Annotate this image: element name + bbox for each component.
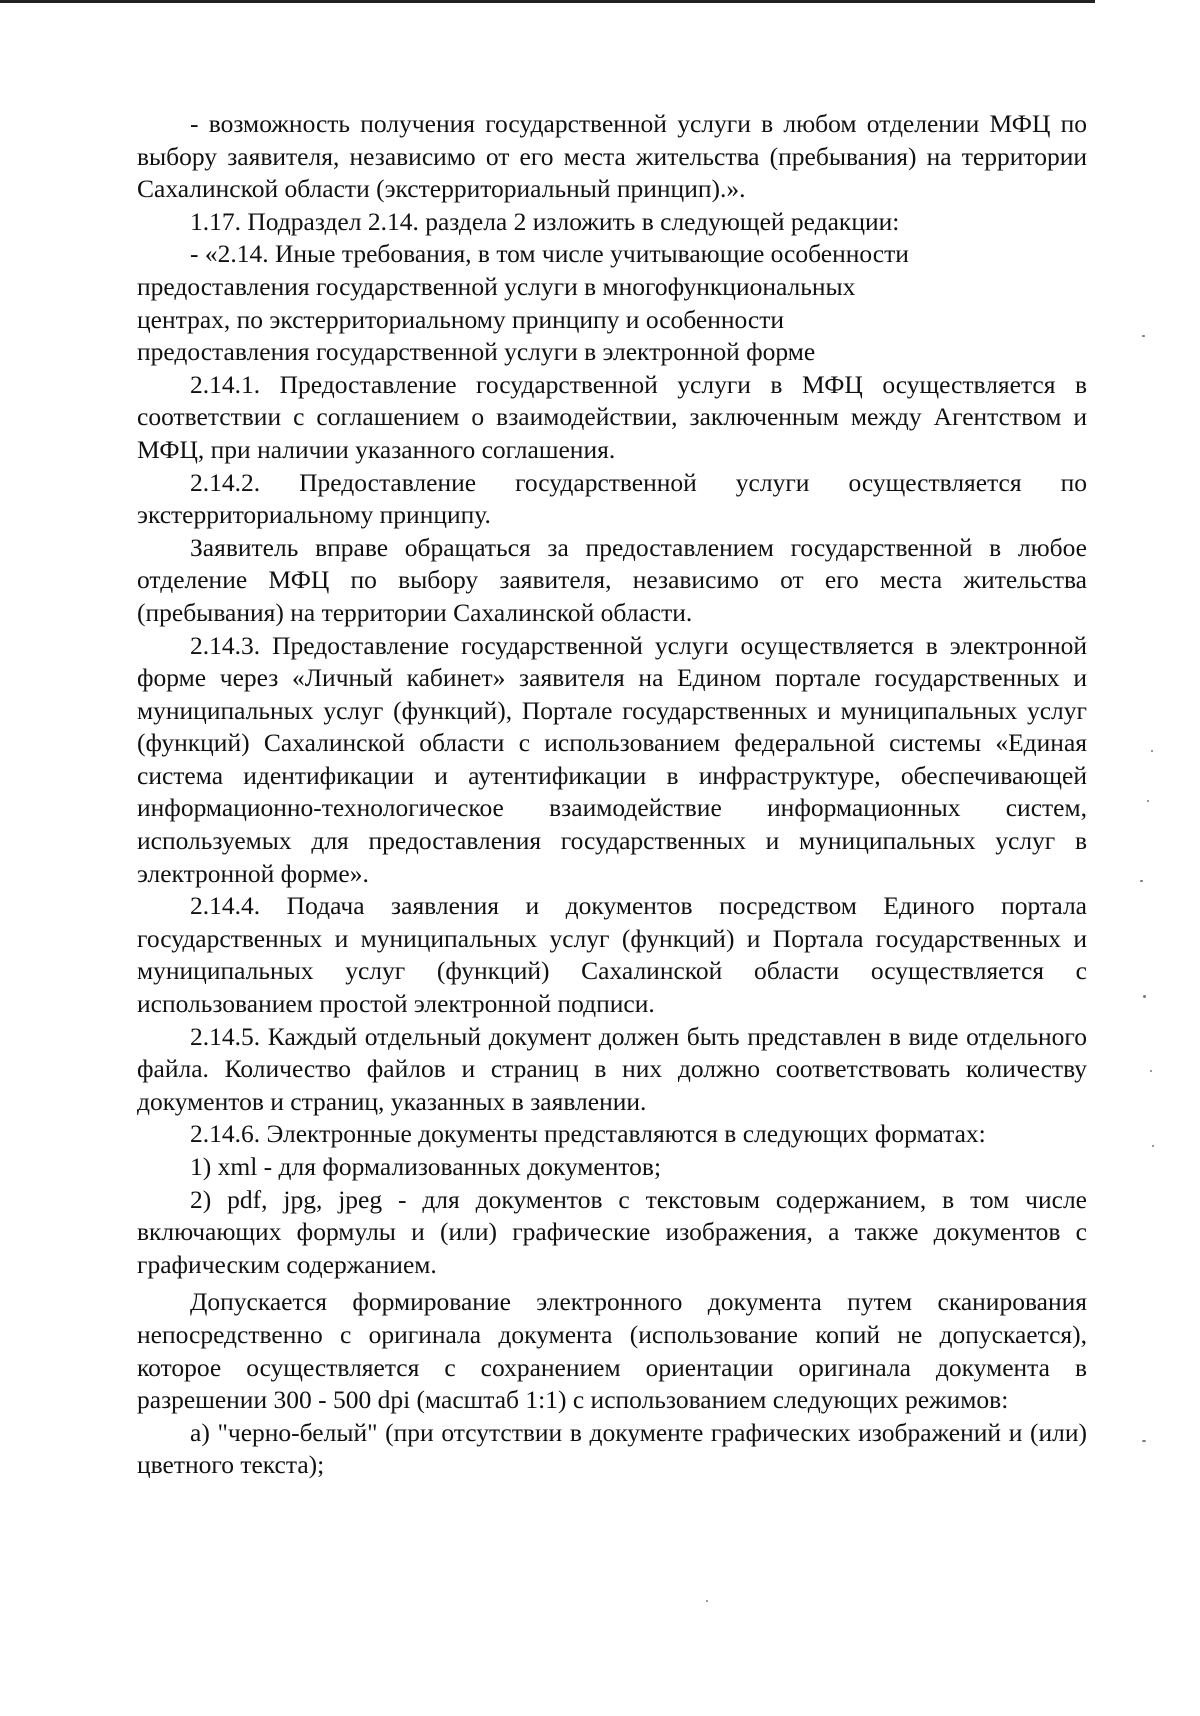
- section-heading-line: - «2.14. Иные требования, в том числе учитывающие особенности: [190, 239, 909, 269]
- paragraph-2-14-2: 2.14.2. Предоставление государственной услуги осуществляется по экстерриториальному принципу.: [137, 467, 1087, 530]
- paragraph-2-14-5: 2.14.5. Каждый отдельный документ должен быть представлен в виде отдельного файла. Количество файлов и страниц в них должно соответствовать количеству документов и страниц, указанных в заявлении.: [137, 1021, 1087, 1116]
- list-item-pdf-jpg: 2) pdf, jpg, jpeg - для документов с текстовым содержанием, в том числе включающих формулы и (или) графические изображения, а также документов с графическим содержанием.: [137, 1184, 1087, 1279]
- paragraph-2-14-6: 2.14.6. Электронные документы представляются в следующих форматах:: [190, 1119, 986, 1149]
- section-heading-line: центрах, по экстерриториальному принципу и особенности: [137, 304, 785, 334]
- list-item-xml: 1) xml - для формализованных документов;: [190, 1152, 662, 1181]
- top-border-line: [0, 0, 1095, 3]
- paragraph-extraterritorial-possibility: - возможность получения государственной услуги в любом отделении МФЦ по выбору заявителя, независимо от его места жительства (пребывания) на территории Сахалинской области (экстерриториальный принцип).».: [137, 109, 1087, 204]
- list-item-black-white: а) "черно-белый" (при отсутствии в документе графических изображений и (или) цветного текста);: [137, 1417, 1087, 1480]
- paragraph-2-14-3: 2.14.3. Предоставление государственной услуги осуществляется в электронной форме через «Личный кабинет» заявителя на Едином портале государственных и муниципальных услуг (функций), Портале государственных и муниципальных услуг (функций) Сахалинской области с использованием федеральной системы «Единая система идентификации и аутентификации в инфраструктуре, обеспечивающей информационно-технологическое взаимодействие информационных систем, используемых для предоставления государственных и муниципальных услуг в электронной форме».: [137, 630, 1087, 888]
- section-heading-line: предоставления государственной услуги в многофункциональных: [137, 271, 856, 301]
- paragraph-scanning: Допускается формирование электронного документа путем сканирования непосредственно с оригинала документа (использование копий не допускается), которое осуществляется с сохранением ориентации оригинала документа в разрешении 300 - 500 dpi (масштаб 1:1) с использованием следующих режимов:: [137, 1287, 1087, 1415]
- paragraph-2-14-1: 2.14.1. Предоставление государственной услуги в МФЦ осуществляется в соответствии с соглашением о взаимодействии, заключенным между Агентством и МФЦ, при наличии указанного соглашения.: [137, 369, 1087, 464]
- paragraph-1-17: 1.17. Подраздел 2.14. раздела 2 изложить в следующей редакции:: [190, 206, 900, 236]
- document-page: [137, 108, 1087, 1482]
- paragraph-2-14-4: 2.14.4. Подача заявления и документов посредством Единого портала государственных и муниципальных услуг (функций) и Портала государственных и муниципальных услуг (функций) Сахалинской области осуществляется с использованием простой электронной подписи.: [137, 891, 1087, 1019]
- section-heading-line: предоставления государственной услуги в электронной форме: [137, 337, 816, 367]
- section-2-14-heading: [137, 238, 1087, 368]
- paragraph-applicant-right: Заявитель вправе обращаться за предоставлением государственной в любое отделение МФЦ по выбору заявителя, независимо от его места жительства (пребывания) на территории Сахалинской области.: [137, 532, 1087, 627]
